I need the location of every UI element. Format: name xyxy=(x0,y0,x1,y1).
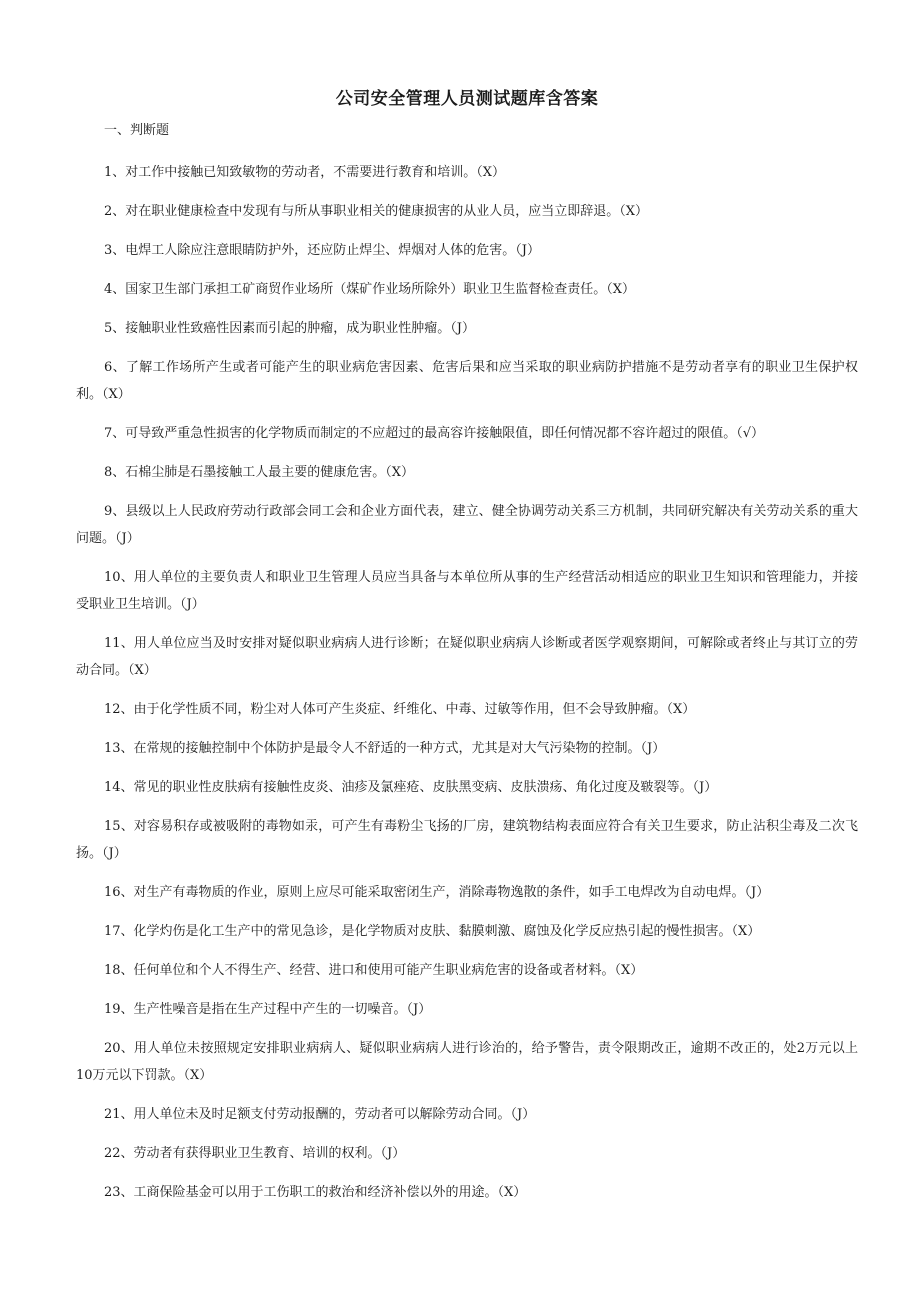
question-item: 8、石棉尘肺是石墨接触工人最主要的健康危害。（X） xyxy=(104,465,415,480)
question-item: 20、用人单位未按照规定安排职业病病人、疑似职业病病人进行诊治的，给予警告，责令限期改正，逾期不改正的，处2万元以上10万元以下罚款。（X） xyxy=(76,1041,858,1083)
question-item: 16、对生产有毒物质的作业，原则上应尽可能采取密闭生产，消除毒物逸散的条件，如手工电焊改为自动电焊。（J） xyxy=(104,885,770,900)
question-item: 2、对在职业健康检查中发现有与所从事职业相关的健康损害的从业人员，应当立即辞退。（X） xyxy=(104,204,649,219)
question-list xyxy=(76,159,858,1206)
question-item: 10、用人单位的主要负责人和职业卫生管理人员应当具备与本单位所从事的生产经营活动相适应的职业卫生知识和管理能力，并接受职业卫生培训。（J） xyxy=(76,570,858,612)
question-item: 12、由于化学性质不同，粉尘对人体可产生炎症、纤维化、中毒、过敏等作用，但不会导致肿瘤。（X） xyxy=(104,702,696,717)
question-item: 23、工商保险基金可以用于工伤职工的救治和经济补偿以外的用途。（X） xyxy=(104,1185,527,1200)
question-item: 17、化学灼伤是化工生产中的常见急诊，是化学物质对皮肤、黏膜刺激、腐蚀及化学反应热引起的慢性损害。（X） xyxy=(104,924,761,939)
section-heading: 一、判断题 xyxy=(104,123,170,138)
question-item: 1、对工作中接触已知致敏物的劳动者，不需要进行教育和培训。（X） xyxy=(104,165,506,180)
question-item: 4、国家卫生部门承担工矿商贸作业场所（煤矿作业场所除外）职业卫生监督检查责任。（X） xyxy=(104,282,636,297)
question-item: 7、可导致严重急性损害的化学物质而制定的不应超过的最高容许接触限值，即任何情况都不容许超过的限值。（√） xyxy=(104,426,765,441)
question-item: 6、了解工作场所产生或者可能产生的职业病危害因素、危害后果和应当采取的职业病防护措施不是劳动者享有的职业卫生保护权利。（X） xyxy=(76,360,858,402)
question-item: 14、常见的职业性皮肤病有接触性皮炎、油疹及氯痤疮、皮肤黑变病、皮肤溃疡、角化过度及皲裂等。（J） xyxy=(104,780,718,795)
question-item: 3、电焊工人除应注意眼睛防护外，还应防止焊尘、焊烟对人体的危害。（J） xyxy=(104,243,540,258)
question-item: 21、用人单位未及时足额支付劳动报酬的，劳动者可以解除劳动合同。（J） xyxy=(104,1107,536,1122)
question-item: 13、在常规的接触控制中个体防护是最令人不舒适的一种方式，尤其是对大气污染物的控制。（J） xyxy=(104,741,666,756)
question-item: 9、县级以上人民政府劳动行政部会同工会和企业方面代表，建立、健全协调劳动关系三方机制，共同研究解决有关劳动关系的重大问题。（J） xyxy=(76,504,858,546)
question-item: 22、劳动者有获得职业卫生教育、培训的权利。（J） xyxy=(104,1146,406,1161)
question-item: 11、用人单位应当及时安排对疑似职业病病人进行诊断；在疑似职业病病人诊断或者医学观察期间，可解除或者终止与其订立的劳动合同。（X） xyxy=(76,636,858,678)
question-item: 15、对容易积存或被吸附的毒物如汞，可产生有毒粉尘飞扬的厂房，建筑物结构表面应符合有关卫生要求，防止沾积尘毒及二次飞扬。（J） xyxy=(76,819,858,861)
question-item: 18、任何单位和个人不得生产、经营、进口和使用可能产生职业病危害的设备或者材料。（X） xyxy=(104,963,644,978)
question-item: 5、接触职业性致癌性因素而引起的肿瘤，成为职业性肿瘤。（J） xyxy=(104,321,475,336)
question-item: 19、生产性噪音是指在生产过程中产生的一切噪音。（J） xyxy=(104,1002,432,1017)
document-title: 公司安全管理人员测试题库含答案 xyxy=(335,89,599,109)
